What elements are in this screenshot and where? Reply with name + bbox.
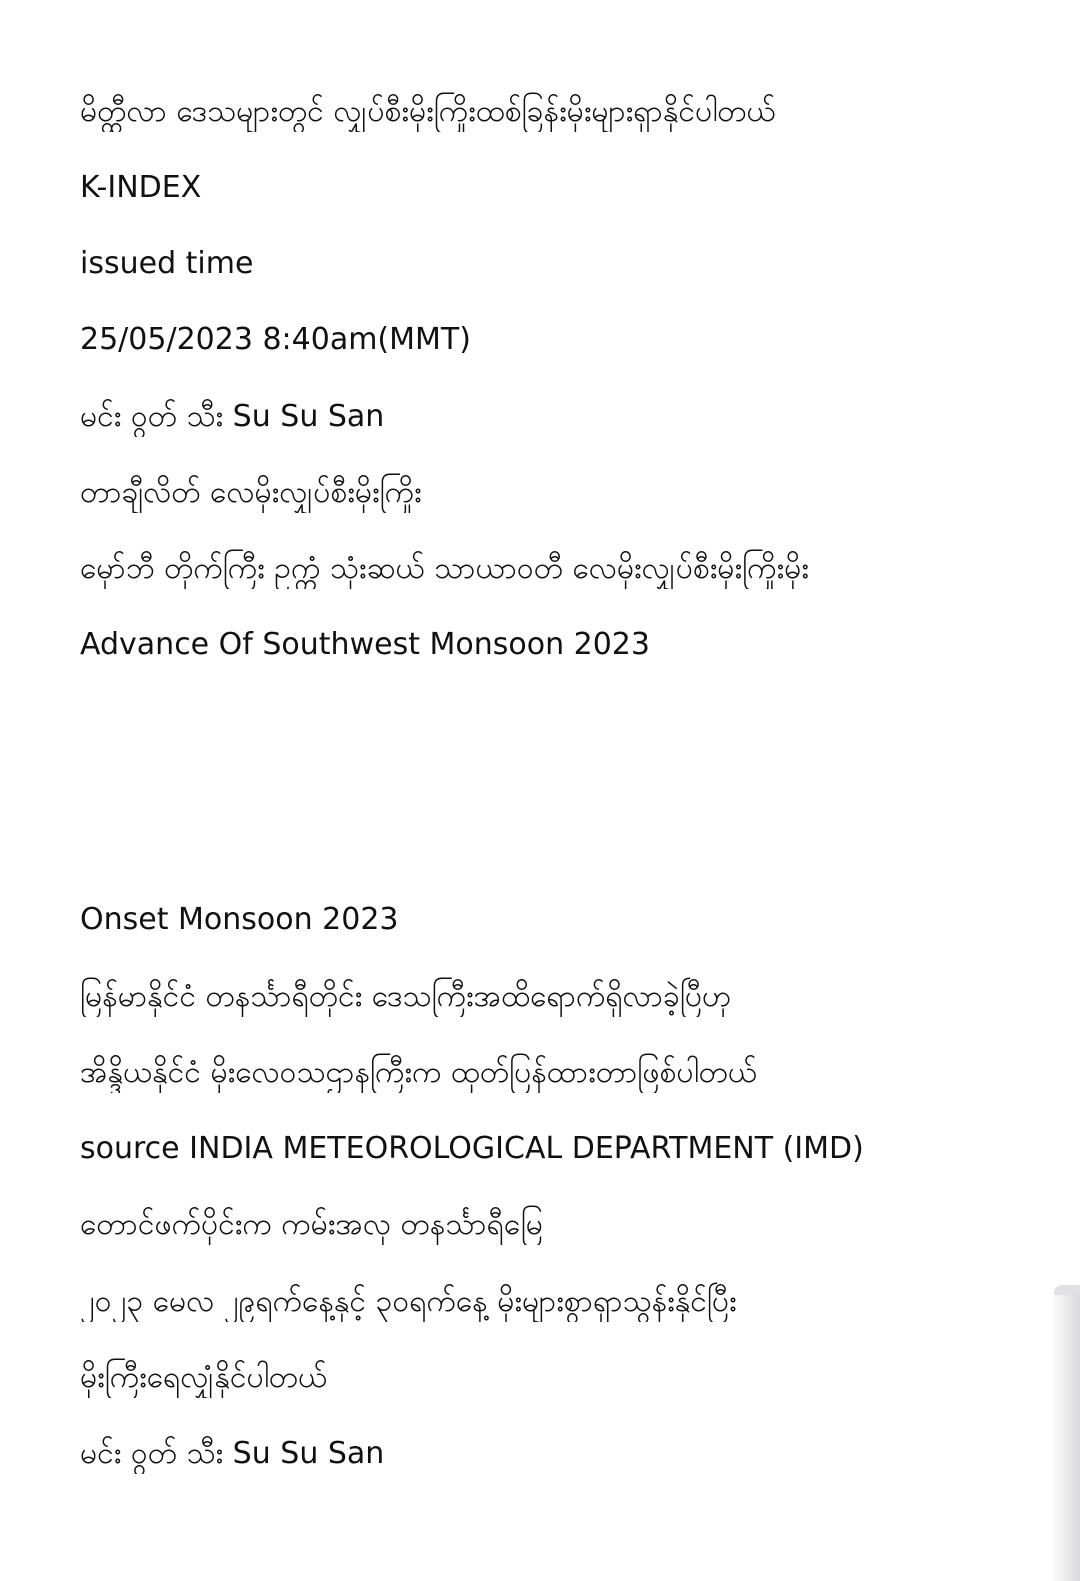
hmawbi-forecast-line: မှော်ဘီ တိုက်ကြီး ဥက္ကံ သုံးဆယ် သာယာဝတီ လေမိုးလျှပ်စီးမိုးကြိုးမိုး bbox=[80, 551, 809, 586]
headline-meiktila-forecast: မိတ္ထီလာ ဒေသများတွင် လျှပ်စီးမိုးကြိုးထစ်ခြန်းမိုးများရှာနိုင်ပါတယ် bbox=[80, 94, 776, 129]
advance-monsoon-heading: Advance Of Southwest Monsoon 2023 bbox=[80, 627, 650, 662]
issued-datetime: 25/05/2023 8:40am(MMT) bbox=[80, 322, 471, 357]
onset-monsoon-heading: Onset Monsoon 2023 bbox=[80, 902, 399, 937]
author-signature-footer: မင်း ဝွတ် သီး Su Su San bbox=[80, 1436, 385, 1471]
source-line: source INDIA METEOROLOGICAL DEPARTMENT (IMD) bbox=[80, 1131, 864, 1166]
rain-dates-line: ၂၀၂၃ မေလ ၂၉ရက်နေ့နှင့် ၃၀ရက်နေ့ မိုးများစွာရှာသွန်းနိုင်ပြီး bbox=[80, 1284, 737, 1319]
device-edge-decoration bbox=[1050, 1285, 1080, 1581]
k-index-label: K-INDEX bbox=[80, 170, 202, 205]
southern-region-line: တောင်ဖက်ပိုင်းက ကမ်းအလှ တနင်္သာရီမြေ bbox=[80, 1207, 543, 1242]
flood-warning-line: မိုးကြီးရေလျှံနိုင်ပါတယ် bbox=[80, 1360, 328, 1395]
imd-announcement-line: အိန္ဒိယနိုင်ငံ မိုးလေဝသဌာနကြီးက ထုတ်ပြန်ထားတာဖြစ်ပါတယ် bbox=[80, 1055, 757, 1090]
monsoon-reached-line: မြန်မာနိုင်ငံ တနင်္သာရီတိုင်း ဒေသကြီးအထိရောက်ရှိလာခဲ့ပြီဟု bbox=[80, 979, 732, 1014]
issued-time-label: issued time bbox=[80, 246, 254, 281]
author-signature: မင်း ဝွတ် သီး Su Su San bbox=[80, 399, 385, 434]
tachileik-forecast-line: တာချီလိတ် လေမိုးလျှပ်စီးမိုးကြိုး bbox=[80, 475, 422, 510]
